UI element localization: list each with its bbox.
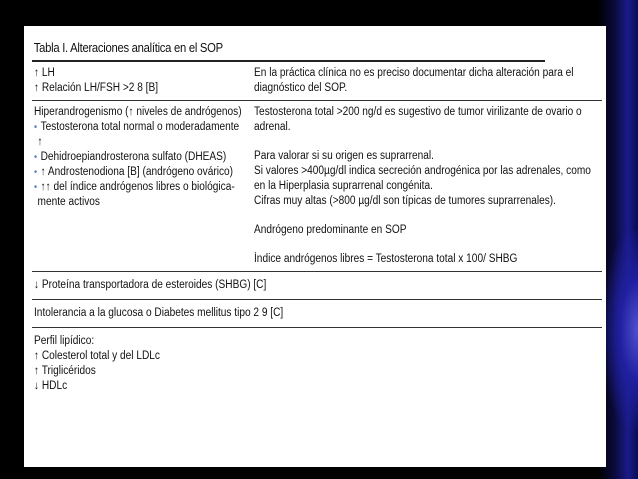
background-glow-accent <box>602 230 638 430</box>
row-shbg: ↓ Proteína transportadora de esteroides (SHBG) [C] <box>32 272 602 300</box>
table-row <box>32 272 602 300</box>
row-lh-left: ↑ LH ↑ Relación LH/FSH >2 8 [B] <box>32 62 252 101</box>
table-card <box>24 26 606 467</box>
analysis-table <box>32 62 602 398</box>
row-perfil-lipidico: Perfil lipídico: ↑ Colesterol total y del LDLc ↑ Triglicéridos ↓ HDLc <box>34 335 161 392</box>
table-row <box>32 101 602 272</box>
table-row <box>32 62 602 101</box>
row-hiperandrogenismo-right: Testosterona total >200 ng/d es sugestivo de tumor virilizante de ovario o adrenal. Para valorar si su origen es suprarrenal. Si valores >400µg/dl indica secreción androgénica por las adrenales, como en la Hiperplasia suprarrenal congénita. Cifras muy altas (>800 µg/dl son típicas de tumores suprarrenales). Andrógeno predominante en SOP Índice andrógenos libres = Testosterona total x 100/ SHBG <box>252 101 602 272</box>
table-title: Tabla I. Alteraciones analítica en el SOP <box>32 32 545 62</box>
table-row <box>32 328 602 399</box>
row-hiperandrogenismo-left: Hiperandrogenismo (↑ niveles de andrógenos) • Testosterona total normal o moderadamente ↑ • Dehidroepiandrosterona sulfato (DHEAS) • ↑ Androstenodiona [B] (andrógeno ovárico) • ↑↑ del índice andrógenos libres o biológica- mente activos <box>32 101 252 272</box>
row-glucosa: Intolerancia a la glucosa o Diabetes mellitus tipo 2 9 [C] <box>32 300 602 328</box>
table-row <box>32 300 602 328</box>
row-lh-right: En la práctica clínica no es preciso documentar dicha alteración para el diagnóstico del SOP. <box>252 62 602 101</box>
